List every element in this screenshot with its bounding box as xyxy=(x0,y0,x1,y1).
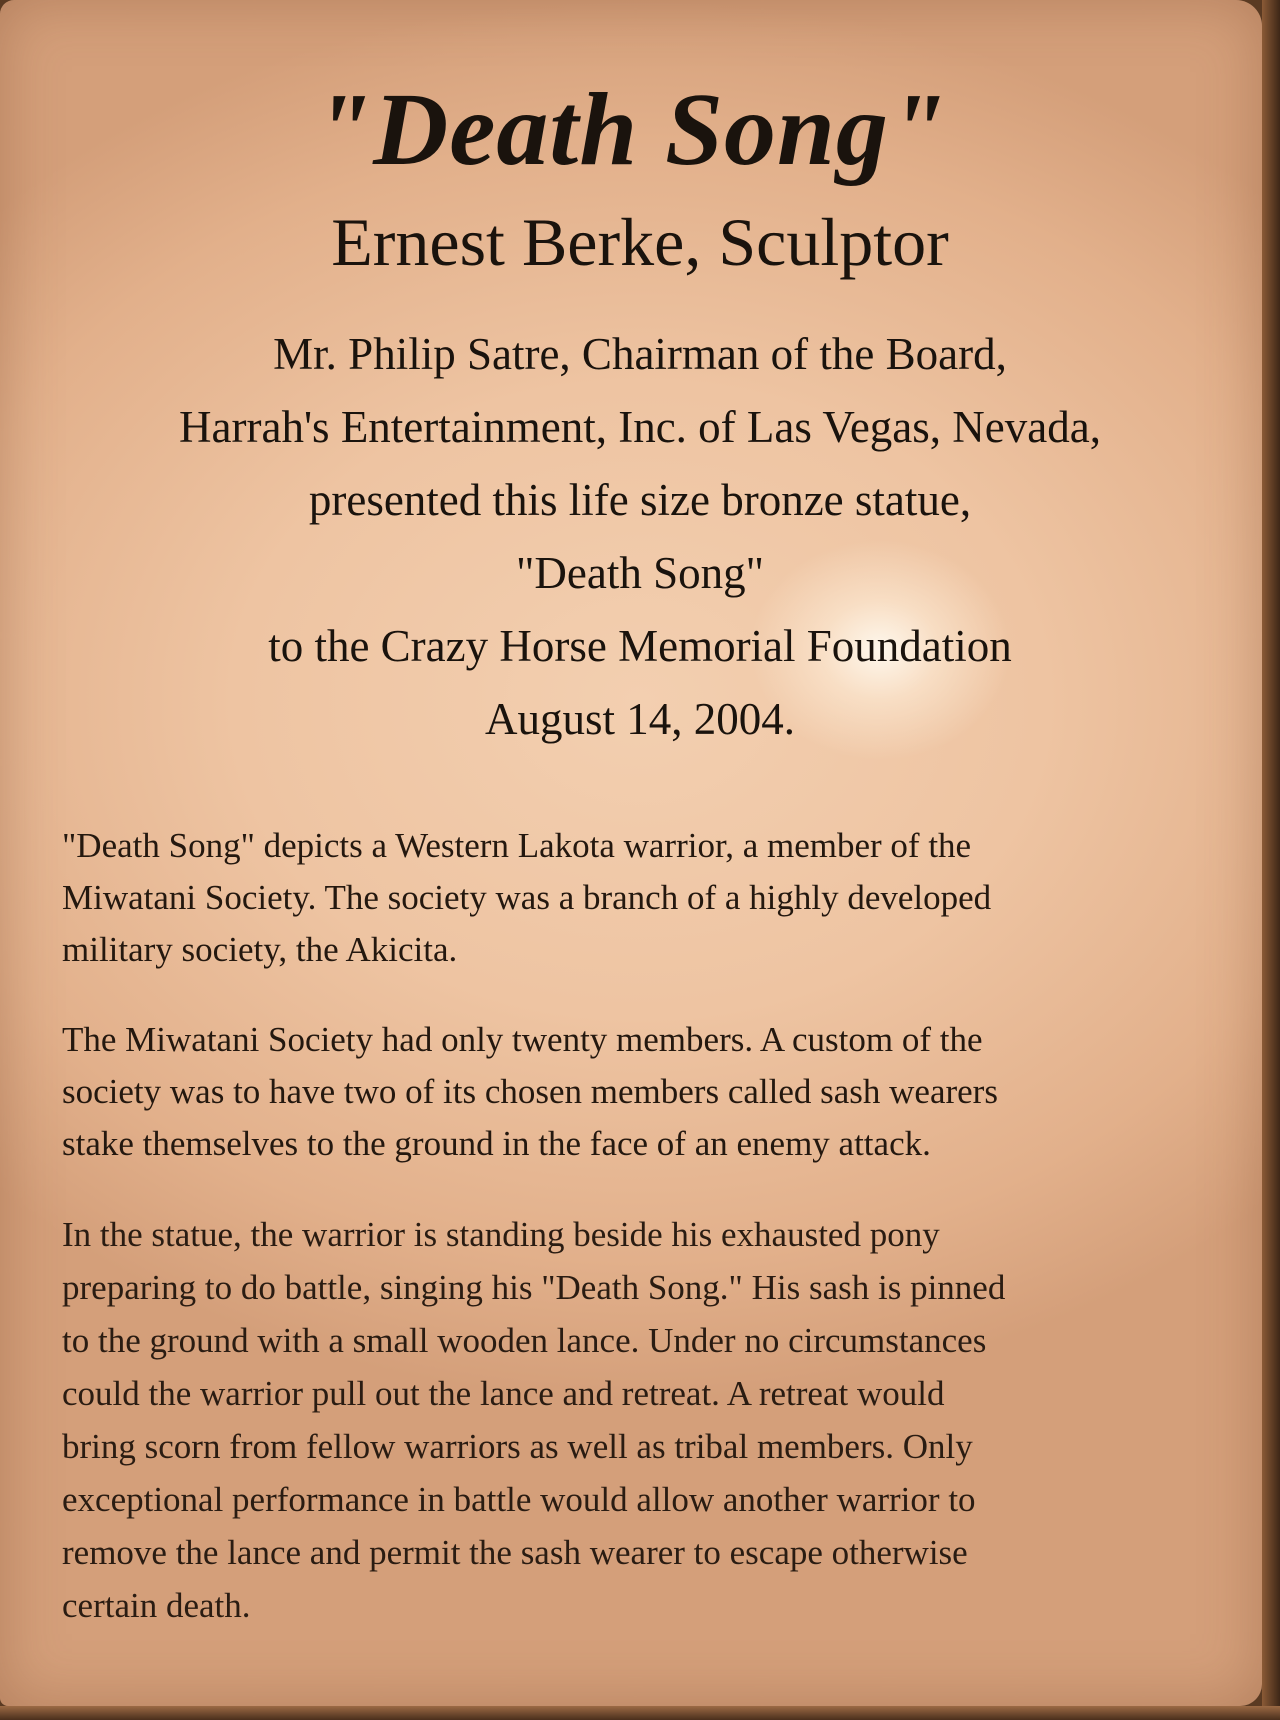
paragraph-line: could the warrior pull out the lance and retreat. A retreat would xyxy=(62,1374,945,1413)
paragraph-line: bring scorn from fellow warriors as well as tribal members. Only xyxy=(62,1427,973,1466)
dedication-line: presented this life size bronze statue, xyxy=(308,475,972,525)
dedication-line: "Death Song" xyxy=(516,548,764,598)
paragraph-line: to the ground with a small wooden lance. Under no circumstances xyxy=(62,1321,987,1360)
paragraph-description xyxy=(62,820,1232,976)
paragraph-line: society was to have two of its chosen members called sash wearers xyxy=(62,1072,998,1111)
paragraph-line: certain death. xyxy=(62,1586,251,1625)
paragraph-line: military society, the Akicita. xyxy=(62,930,458,969)
plaque-title: "Death Song" xyxy=(314,72,948,187)
dedication-line: Harrah's Entertainment, Inc. of Las Vegas, Nevada, xyxy=(179,402,1101,452)
paragraph-line: exceptional performance in battle would allow another warrior to xyxy=(62,1480,976,1519)
plaque-right-edge xyxy=(1262,0,1280,1720)
dedication-line: to the Crazy Horse Memorial Foundation xyxy=(268,621,1012,671)
paragraph-line: stake themselves to the ground in the face of an enemy attack. xyxy=(62,1124,931,1163)
paragraph-line: Miwatani Society. The society was a branch of a highly developed xyxy=(62,878,992,917)
dedication-date: August 14, 2004. xyxy=(484,694,795,744)
paragraph-society xyxy=(62,1014,1232,1170)
paragraph-statue xyxy=(62,1208,1232,1632)
paragraph-line: "Death Song" depicts a Western Lakota warrior, a member of the xyxy=(62,826,972,865)
dedication-line: Mr. Philip Satre, Chairman of the Board, xyxy=(273,329,1007,379)
dedication-block xyxy=(0,318,1280,756)
paragraph-line: preparing to do battle, singing his "Death Song." His sash is pinned xyxy=(62,1268,1006,1307)
paragraph-line: remove the lance and permit the sash wearer to escape otherwise xyxy=(62,1533,968,1572)
paragraph-line: The Miwatani Society had only twenty members. A custom of the xyxy=(62,1020,983,1059)
plaque-bottom-edge xyxy=(0,1706,1280,1720)
sculptor-credit: Ernest Berke, Sculptor xyxy=(331,204,949,280)
paragraph-line: In the statue, the warrior is standing beside his exhausted pony xyxy=(62,1215,940,1254)
